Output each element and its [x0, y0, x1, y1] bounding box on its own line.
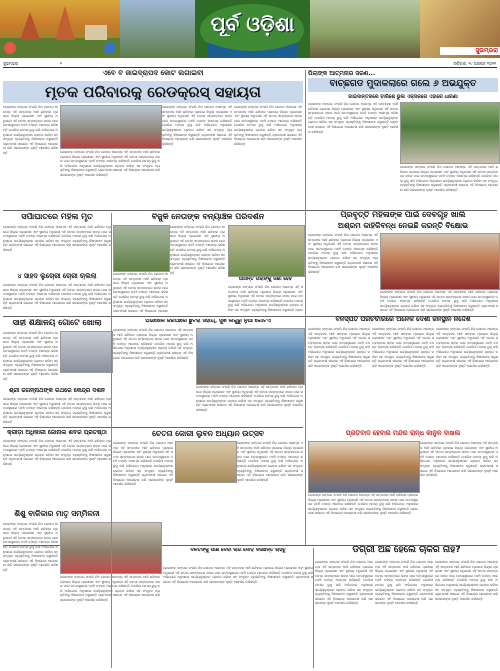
banaspati-body-2: ଲୋକାଙ୍କ ଜଙ୍ଗଲ ଜଂକରି ନିଜ ଖୋଦଣ ଆରମ୍ଭ ଏହି ସମ୍ପାଦକ ଆଜି ଶନିବାର ପ୍ରକାଶ ଜିଲ୍ଲା ପ୍ରଶାସନ ଏବଂ ସ୍ଥାନୀୟ ଅଧିକାରୀ ଏହି ଘଟଣା ସମ୍ବନ୍ଧରେ ଖବର ପାଇ ଘଟଣାସ୍ଥଳରେ ପହଞ୍ଚି ତଦନ୍ତ ଆରମ୍ଭ କରିଛନ୍ତି ପୋଲିସ ମାମଲା ରୁଜୁ କରି ଅଭିଯୋଗ ଅନୁସାରେ କାର୍ଯ୍ୟାନୁଷ୍ଠାନ ଗ୍ରହଣ କରିବା ସହ ସଂପୃକ୍ତ ବ୍ୟକ୍ତିଙ୍କୁ ଜିଜ୍ଞାସାବାଦ କରୁଛନ୍ତି ଗ୍ରାମବାସୀ ସଭାରେ ଏହି ବିଷୟରେ ଆଲୋଚନା କରି ସରକାରଙ୍କ ଦୃଷ୍ଟି ଆକର୍ଷଣ କରିଛନ୍ତି [372, 327, 434, 368]
lead-body-col-1: ଲୋକାଙ୍କ ଜଙ୍ଗଲ ଜଂକରି ନିଜ ଖୋଦଣ ଆରମ୍ଭ ଏହି ସମ୍ପାଦକ ଆଜି ଶନିବାର ପ୍ରକାଶ ଜିଲ୍ଲା ପ୍ରଶାସନ ଏବଂ ସ୍ଥାନୀୟ ଅଧିକାରୀ ଏହି ଘଟଣା ସମ୍ବନ୍ଧରେ ଖବର ପାଇ ଘଟଣାସ୍ଥଳରେ ପହଞ୍ଚି ତଦନ୍ତ ଆରମ୍ଭ କରିଛନ୍ତି ପୋଲିସ ମାମଲା ରୁଜୁ କରି ଅଭିଯୋଗ ଅନୁସାରେ କାର୍ଯ୍ୟାନୁଷ୍ଠାନ ଗ୍ରହଣ କରିବା ସହ ସଂପୃକ୍ତ ବ୍ୟକ୍ତିଙ୍କୁ ଜିଜ୍ଞାସାବାଦ କରୁଛନ୍ତି ଗ୍ରାମବାସୀ ସଭାରେ ଏହି ବିଷୟରେ ଆଲୋଚନା କରି ସରକାରଙ୍କ ଦୃଷ୍ଟି ଆକର୍ଷଣ କରିଛନ୍ତି [3, 105, 58, 155]
prabrutti-body: ଲୋକାଙ୍କ ଜଙ୍ଗଲ ଜଂକରି ନିଜ ଖୋଦଣ ଆରମ୍ଭ ଏହି ସମ୍ପାଦକ ଆଜି ଶନିବାର ପ୍ରକାଶ ଜିଲ୍ଲା ପ୍ରଶାସନ ଏବଂ ସ୍ଥାନୀୟ ଅଧିକାରୀ ଏହି ଘଟଣା ସମ୍ବନ୍ଧରେ ଖବର ପାଇ ଘଟଣାସ୍ଥଳରେ ପହଞ୍ଚି ତଦନ୍ତ ଆରମ୍ଭ କରିଛନ୍ତି ପୋଲିସ ମାମଲା ରୁଜୁ କରି ଅଭିଯୋଗ ଅନୁସାରେ କାର୍ଯ୍ୟାନୁଷ୍ଠାନ ଗ୍ରହଣ କରିବା ସହ ସଂପୃକ୍ତ ବ୍ୟକ୍ତିଙ୍କୁ ଜିଜ୍ଞାସାବାଦ କରୁଛନ୍ତି ଗ୍ରାମବାସୀ ସଭାରେ ଏହି ବିଷୟରେ ଆଲୋଚନା କରି ସରକାରଙ୍କ ଦୃଷ୍ଟି ଆକର୍ଷଣ କରିଛନ୍ତି [308, 233, 378, 274]
degree-body-1: ଲୋକାଙ୍କ ଜଙ୍ଗଲ ଜଂକରି ନିଜ ଖୋଦଣ ଆରମ୍ଭ ଏହି ସମ୍ପାଦକ ଆଜି ଶନିବାର ପ୍ରକାଶ ଜିଲ୍ଲା ପ୍ରଶାସନ ଏବଂ ସ୍ଥାନୀୟ ଅଧିକାରୀ ଏହି ଘଟଣା ସମ୍ବନ୍ଧରେ ଖବର ପାଇ ଘଟଣାସ୍ଥଳରେ ପହଞ୍ଚି ତଦନ୍ତ ଆରମ୍ଭ କରିଛନ୍ତି ପୋଲିସ ମାମଲା ରୁଜୁ କରି ଅଭିଯୋଗ ଅନୁସାରେ କାର୍ଯ୍ୟାନୁଷ୍ଠାନ ଗ୍ରହଣ କରିବା ସହ ସଂପୃକ୍ତ ବ୍ୟକ୍ତିଙ୍କୁ ଜିଜ୍ଞାସାବାଦ କରୁଛନ୍ତି ଗ୍ରାମବାସୀ ସଭାରେ ଏହି ବିଷୟରେ ଆଲୋଚନା କରି ସରକାରଙ୍କ ଦୃଷ୍ଟି ଆକର୍ଷଣ କରିଛନ୍ତି [315, 560, 373, 606]
sarpaghat-body: ଲୋକାଙ୍କ ଜଙ୍ଗଲ ଜଂକରି ନିଜ ଖୋଦଣ ଆରମ୍ଭ ଏହି ସମ୍ପାଦକ ଆଜି ଶନିବାର ପ୍ରକାଶ ଜିଲ୍ଲା ପ୍ରଶାସନ ଏବଂ ସ୍ଥାନୀୟ ଅଧିକାରୀ ଏହି ଘଟଣା ସମ୍ବନ୍ଧରେ ଖବର ପାଇ ଘଟଣାସ୍ଥଳରେ ପହଞ୍ଚି ତଦନ୍ତ ଆରମ୍ଭ କରିଛନ୍ତି ପୋଲିସ ମାମଲା ରୁଜୁ କରି ଅଭିଯୋଗ ଅନୁସାରେ କାର୍ଯ୍ୟାନୁଷ୍ଠାନ ଗ୍ରହଣ କରିବା ସହ ସଂପୃକ୍ତ ବ୍ୟକ୍ତିଙ୍କୁ ଜିଜ୍ଞାସାବାଦ କରୁଛନ୍ତି ଗ୍ରାମବାସୀ ସଭାରେ ଏହି ବିଷୟରେ ଆଲୋଚନା କରି ସରକାରଙ୍କ ଦୃଷ୍ଟି ଆକର୍ଷଣ କରିଛନ୍ତି [3, 225, 111, 252]
bijuli-body-2: ଲୋକାଙ୍କ ଜଙ୍ଗଲ ଜଂକରି ନିଜ ଖୋଦଣ ଆରମ୍ଭ ଏହି ସମ୍ପାଦକ ଆଜି ଶନିବାର ପ୍ରକାଶ ଜିଲ୍ଲା ପ୍ରଶାସନ ଏବଂ ସ୍ଥାନୀୟ ଅଧିକାରୀ ଏହି ଘଟଣା ସମ୍ବନ୍ଧରେ ଖବର ପାଇ ଘଟଣାସ୍ଥଳରେ ପହଞ୍ଚି ତଦନ୍ତ ଆରମ୍ଭ କରିଛନ୍ତି ପୋଲିସ ମାମଲା ରୁଜୁ କରି ଅଭିଯୋଗ ଅନୁସାରେ କାର୍ଯ୍ୟାନୁଷ୍ଠାନ ଗ୍ରହଣ କରିବା ସହ ସଂପୃକ୍ତ ବ୍ୟକ୍ତିଙ୍କୁ ଜିଜ୍ଞାସାବାଦ କରୁଛନ୍ତି ଗ୍ରାମବାସୀ ସଭାରେ ଏହି ବିଷୟରେ ଆଲୋଚ [113, 272, 168, 312]
degree-body-2: ଲୋକାଙ୍କ ଜଙ୍ଗଲ ଜଂକରି ନିଜ ଖୋଦଣ ଆରମ୍ଭ ଏହି ସମ୍ପାଦକ ଆଜି ଶନିବାର ପ୍ରକାଶ ଜିଲ୍ଲା ପ୍ରଶାସନ ଏବଂ ସ୍ଥାନୀୟ ଅଧିକାରୀ ଏହି ଘଟଣା ସମ୍ବନ୍ଧରେ ଖବର ପାଇ ଘଟଣାସ୍ଥଳରେ ପହଞ୍ଚି ତଦନ୍ତ ଆରମ୍ଭ କରିଛନ୍ତି ପୋଲିସ ମାମଲା ରୁଜୁ କରି ଅଭିଯୋଗ ଅନୁସାରେ କାର୍ଯ୍ୟାନୁଷ୍ଠାନ ଗ୍ରହଣ କରିବା ସହ ସଂପୃକ୍ତ ବ୍ୟକ୍ତିଙ୍କୁ ଜିଜ୍ଞାସାବାଦ କରୁଛନ୍ତି ଗ୍ରାମବାସୀ ସଭାରେ ଏହି ବିଷୟରେ ଆଲୋଚନା କରି ସରକାରଙ୍କ ଦୃଷ୍ଟି ଆକର୍ଷଣ କରିଛନ୍ତି [375, 560, 433, 606]
prabrutti-body-2: ଲୋକାଙ୍କ ଜଙ୍ଗଲ ଜଂକରି ନିଜ ଖୋଦଣ ଆରମ୍ଭ ଏହି ସମ୍ପାଦକ ଆଜି ଶନିବାର ପ୍ରକାଶ ଜିଲ୍ଲା ପ୍ରଶାସନ ଏବଂ ସ୍ଥାନୀୟ ଅଧିକାରୀ ଏହି ଘଟଣା ସମ୍ବନ୍ଧରେ ଖବର ପାଇ ଘଟଣାସ୍ଥଳରେ ପହଞ୍ଚି ତଦନ୍ତ ଆରମ୍ଭ କରିଛନ୍ତି ପୋଲିସ ମାମଲା ରୁଜୁ କରି ଅଭିଯୋଗ ଅନୁସାରେ କାର୍ଯ୍ୟାନୁଷ୍ଠାନ ଗ୍ରହଣ କରିବା ସହ ସଂପୃକ୍ତ ବ୍ୟକ୍ତିଙ୍କୁ ଜିଜ୍ଞାସାବାଦ କରୁଛନ୍ତି ଗ୍ରାମବାସୀ ସଭାରେ ଏହି ବିଷୟରେ ଆଲୋଚନା କରି ସରକାରଙ୍କ ଦୃଷ୍ଟି ଆକର୍ଷଣ କରିଛନ୍ତି [380, 290, 498, 313]
masthead-logo [195, 0, 310, 58]
bijuli-headline: ବିଜୁଳି ନେତାଙ୍କ ବନ୍ୟାଞ୍ଚଳ ପରିଦର୍ଶନ [151, 213, 265, 221]
lead-headline: ମୃତକ ପରିବାରକୁ ରେଡକ୍ରସ୍ ସହାୟତା [45, 84, 261, 101]
folio-left-label: ସୁଭମ୍ଭରା [3, 61, 19, 66]
krida-headline: କ୍ରୀଡ଼ା ଅଧିକାରୀ ଜୋନାଲ ଶିବିର ପ୍ରତିଷ୍ଠା [7, 430, 107, 436]
abhishek-photo [196, 328, 305, 385]
shishu-body-1: ଲୋକାଙ୍କ ଜଙ୍ଗଲ ଜଂକରି ନିଜ ଖୋଦଣ ଆରମ୍ଭ ଏହି ସମ୍ପାଦକ ଆଜି ଶନିବାର ପ୍ରକାଶ ଜିଲ୍ଲା ପ୍ରଶାସନ ଏବଂ ସ୍ଥାନୀୟ ଅଧିକାରୀ ଏହି ଘଟଣା ସମ୍ବନ୍ଧରେ ଖବର ପାଇ ଘଟଣାସ୍ଥଳରେ ପହଞ୍ଚି ତଦନ୍ତ ଆରମ୍ଭ କରିଛନ୍ତି ପୋଲିସ ମାମଲା ରୁଜୁ କରି ଅଭିଯୋଗ ଅନୁସାରେ କାର୍ଯ୍ୟାନୁଷ୍ଠାନ ଗ୍ରହଣ କରିବା ସହ ସଂପୃକ୍ତ ବ୍ୟକ୍ତିଙ୍କୁ ଜିଜ୍ଞାସାବାଦ କରୁଛନ୍ତି ଗ୍ରାମବାସୀ ସଭାରେ ଏହି ବିଷୟରେ ଆଲୋଚନା କରି ସରକାରଙ୍କ ଦୃଷ୍ଟି ଆକର୍ଷଣ କରିଛନ୍ତି [3, 522, 58, 572]
pratibada-headline: ପ୍ରତିବାଦ ହେବାର ମନ୍ଦିର ରାନ୍ଧ କାନୁନ ଦାଖଲ [345, 430, 461, 437]
lead-photo [60, 105, 162, 149]
top-right-headline: ବାଚ୍ଛିଗଡ ମୁଦାକିଲାରେ ଗଲେ ୬ ଅଭିଯୁକ୍ତ [329, 80, 477, 89]
rule-3 [3, 427, 303, 428]
masthead-photo-left [0, 0, 120, 58]
krida-body: ଲୋକାଙ୍କ ଜଙ୍ଗଲ ଜଂକରି ନିଜ ଖୋଦଣ ଆରମ୍ଭ ଏହି ସମ୍ପାଦକ ଆଜି ଶନିବାର ପ୍ରକାଶ ଜିଲ୍ଲା ପ୍ରଶାସନ ଏବଂ ସ୍ଥାନୀୟ ଅଧିକାରୀ ଏହି ଘଟଣା ସମ୍ବନ୍ଧରେ ଖବର ପାଇ ଘଟଣାସ୍ଥଳରେ ପହଞ୍ଚି ତଦନ୍ତ ଆରମ୍ଭ କରିଛନ୍ତି ପୋଲିସ ମାମଲା ରୁଜୁ କରି ଅଭିଯୋଗ ଅନୁସାରେ କାର୍ଯ୍ୟାନୁଷ୍ଠାନ ଗ୍ରହଣ କରିବା ସହ ସଂପୃକ୍ତ ବ୍ୟକ୍ତିଙ୍କୁ ଜିଜ୍ଞାସାବାଦ କରୁଛନ୍ତି ଗ୍ରାମବାସୀ ସଭାରେ ଏହି ବିଷୟରେ ଆଲୋଚନା କରି ସରକାରଙ୍କ ଦୃଷ୍ଟି ଆକର୍ଷଣ କରିଛନ୍ତି [3, 439, 111, 466]
jana-body: ଲୋକାଙ୍କ ଜଙ୍ଗଲ ଜଂକରି ନିଜ ଖୋଦଣ ଆରମ୍ଭ ଏହି ସମ୍ପାଦକ ଆଜି ଶନିବାର ପ୍ରକାଶ ଜିଲ୍ଲା ପ୍ରଶାସନ ଏବଂ ସ୍ଥାନୀୟ ଅଧିକାରୀ ଏହି ଘଟଣା ସମ୍ବନ୍ଧରେ ଖବର ପାଇ ଘଟଣାସ୍ଥଳରେ ପହଞ୍ଚି ତଦନ୍ତ ଆରମ୍ଭ କରିଛନ୍ତି ପୋଲିସ ମାମଲା ରୁଜୁ କରି ଅଭିଯୋଗ ଅନୁସାରେ କାର୍ଯ୍ୟାନୁଷ୍ଠାନ ଗ୍ରହଣ କରିବା ସହ ସଂପୃକ୍ତ ବ୍ୟକ୍ତିଙ୍କୁ ଜିଜ୍ଞାସାବାଦ କରୁଛନ୍ତି ଗ୍ରାମ [228, 285, 303, 312]
col-rule-1 [111, 213, 112, 668]
top-right-photo [400, 102, 500, 164]
abhishek-body: ଲୋକାଙ୍କ ଜଙ୍ଗଲ ଜଂକରି ନିଜ ଖୋଦଣ ଆରମ୍ଭ ଏହି ସମ୍ପାଦକ ଆଜି ଶନିବାର ପ୍ରକାଶ ଜିଲ୍ଲା ପ୍ରଶାସନ ଏବଂ ସ୍ଥାନୀୟ ଅଧିକାରୀ ଏହି ଘଟଣା ସମ୍ବନ୍ଧରେ ଖବର ପାଇ ଘଟଣାସ୍ଥଳରେ ପହଞ୍ଚି ତଦନ୍ତ ଆରମ୍ଭ କରିଛନ୍ତି ପୋଲିସ ମାମଲା ରୁଜୁ କରି ଅଭିଯୋଗ ଅନୁସାରେ କାର୍ଯ୍ୟାନୁଷ୍ଠାନ ଗ୍ରହଣ କରିବା ସହ ସଂପୃକ୍ତ ବ୍ୟକ୍ତିଙ୍କୁ ଜିଜ୍ଞାସାବାଦ କରୁଛନ୍ତି ଗ୍ରାମବାସୀ ସଭାରେ ଏହି ବିଷୟରେ ଆଲୋଚନା କରି ସରକାରଙ୍କ ଦୃଷ୍ଟି ଆକର୍ଷଣ କରିଛନ୍ତି [113, 328, 193, 360]
top-right-kicker: ପିଲାଙ୍କ ଆତ୍ମନାର ସରଣ... [308, 70, 376, 77]
chorbag-body: ଲୋକାଙ୍କ ଜଙ୍ଗଲ ଜଂକରି ନିଜ ଖୋଦଣ ଆରମ୍ଭ ଏହି ସମ୍ପାଦକ ଆଜି ଶନିବାର ପ୍ରକାଶ ଜିଲ୍ଲା ପ୍ରଶାସନ ଏବଂ ସ୍ଥାନୀୟ ଅଧିକାରୀ ଏହି ଘଟଣା ସମ୍ବନ୍ଧରେ ଖବର ପାଇ ଘଟଣାସ୍ଥଳରେ ପହଞ୍ଚି ତଦନ୍ତ ଆରମ୍ଭ କରିଛନ୍ତି ପୋଲିସ ମାମଲା ରୁଜୁ କରି ଅଭିଯୋଗ ଅନୁସାରେ କାର୍ଯ୍ୟାନୁଷ୍ଠାନ ଗ୍ରହଣ କରିବା ସହ ସଂପୃକ୍ତ ବ୍ୟକ୍ତିଙ୍କୁ ଜିଜ୍ଞାସାବାଦ କରୁଛନ୍ତି ଗ୍ରାମବାସୀ ସଭାରେ ଏହି ବିଷୟରେ ଆଲୋଚନା କରି ସରକାରଙ୍କ ଦୃଷ୍ଟି ଆକର୍ଷଣ କରିଛନ୍ତି [3, 283, 111, 310]
degree-body-3: ଲୋକାଙ୍କ ଜଙ୍ଗଲ ଜଂକରି ନିଜ ଖୋଦଣ ଆରମ୍ଭ ଏହି ସମ୍ପାଦକ ଆଜି ଶନିବାର ପ୍ରକାଶ ଜିଲ୍ଲା ପ୍ରଶାସନ ଏବଂ ସ୍ଥାନୀୟ ଅଧିକାରୀ ଏହି ଘଟଣା ସମ୍ବନ୍ଧରେ ଖବର ପାଇ ଘଟଣାସ୍ଥଳରେ ପହଞ୍ଚି ତଦନ୍ତ ଆରମ୍ଭ କରିଛନ୍ତି ପୋଲିସ ମାମଲା ରୁଜୁ କରି ଅଭିଯୋଗ ଅନୁସାରେ କାର୍ଯ୍ୟାନୁଷ୍ଠାନ ଗ୍ରହଣ କରିବା ସହ ସଂପୃକ୍ତ ବ୍ୟକ୍ତିଙ୍କୁ ଜିଜ୍ଞାସାବାଦ କରୁଛନ୍ତି ଗ୍ରାମବାସୀ ସଭାରେ ଏହି ବିଷୟରେ ଆଲୋଚନା କରି ସରକାରଙ୍କ ଦୃଷ୍ଟି ଆକର୍ଷଣ କରିଛନ୍ତି [435, 560, 498, 601]
chetana-body-1: ଲୋକାଙ୍କ ଜଙ୍ଗଲ ଜଂକରି ନିଜ ଖୋଦଣ ଆରମ୍ଭ ଏହି ସମ୍ପାଦକ ଆଜି ଶନିବାର ପ୍ରକାଶ ଜିଲ୍ଲା ପ୍ରଶାସନ ଏବଂ ସ୍ଥାନୀୟ ଅଧିକାରୀ ଏହି ଘଟଣା ସମ୍ବନ୍ଧରେ ଖବର ପାଇ ଘଟଣାସ୍ଥଳରେ ପହଞ୍ଚି ତଦନ୍ତ ଆରମ୍ଭ କରିଛନ୍ତି ପୋଲିସ ମାମଲା ରୁଜୁ କରି ଅଭିଯୋଗ ଅନୁସାରେ କାର୍ଯ୍ୟାନୁଷ୍ଠାନ ଗ୍ରହଣ କରିବା ସହ ସଂପୃକ୍ତ ବ୍ୟକ୍ତିଙ୍କୁ ଜିଜ୍ଞାସାବାଦ କରୁଛନ୍ତି ଗ୍ରାମବାସୀ ସଭାରେ ଏହି ବିଷୟରେ ଆଲୋଚନା କରି ସରକାରଙ୍କ ଦୃଷ୍ଟି ଆକର୍ଷଣ କରିଛନ୍ତି [113, 441, 173, 487]
bijuli-body-1: ଲୋକାଙ୍କ ଜଙ୍ଗଲ ଜଂକରି ନିଜ ଖୋଦଣ ଆରମ୍ଭ ଏହି ସମ୍ପାଦକ ଆଜି ଶନିବାର ପ୍ରକାଶ ଜିଲ୍ଲା ପ୍ରଶାସନ ଏବଂ ସ୍ଥାନୀୟ ଅଧିକାରୀ ଏହି ଘଟଣା ସମ୍ବନ୍ଧରେ ଖବର ପାଇ ଘଟଣାସ୍ଥଳରେ ପହଞ୍ଚି ତଦନ୍ତ ଆରମ୍ଭ କରିଛନ୍ତି ପୋଲିସ ମାମଲା ରୁଜୁ କରି ଅଭିଯୋଗ ଅନୁସାରେ କାର୍ଯ୍ୟାନୁଷ୍ଠାନ ଗ୍ରହଣ କରିବା ସହ ସଂପୃକ୍ତ ବ୍ୟକ୍ତିଙ୍କୁ ଜିଜ୍ଞାସାବାଦ କରୁଛନ୍ତି ଗ୍ରାମବାସୀ ସଭାରେ ଏହି ବିଷୟରେ ଆଲୋଚନା କରି ସରକାରଙ୍କ ଦୃଷ୍ଟି ଆକର୍ଷଣ କରିଛନ୍ତି [170, 225, 225, 275]
masthead-photo-right [310, 0, 420, 58]
lead-body-col-4: ଲୋକାଙ୍କ ଜଙ୍ଗଲ ଜଂକରି ନିଜ ଖୋଦଣ ଆରମ୍ଭ ଏହି ସମ୍ପାଦକ ଆଜି ଶନିବାର ପ୍ରକାଶ ଜିଲ୍ଲା ପ୍ରଶାସନ ଏବଂ ସ୍ଥାନୀୟ ଅଧିକାରୀ ଏହି ଘଟଣା ସମ୍ବନ୍ଧରେ ଖବର ପାଇ ଘଟଣାସ୍ଥଳରେ ପହଞ୍ଚି ତଦନ୍ତ ଆରମ୍ଭ କରିଛନ୍ତି ପୋଲିସ ମାମଲା ରୁଜୁ କରି ଅଭିଯୋଗ ଅନୁସାରେ କାର୍ଯ୍ୟାନୁଷ୍ଠାନ ଗ୍ରହଣ କରିବା ସହ ସଂପୃକ୍ତ ବ୍ୟକ୍ତିଙ୍କୁ ଜିଜ୍ଞାସାବାଦ କରୁଛନ୍ତି ଗ୍ରାମବାସୀ ସଭାରେ ଏହି ବିଷୟରେ ଆଲୋଚନା କରି ସରକାରଙ୍କ ଦୃଷ୍ଟି ଆକର୍ଷଣ କରିଛନ୍ତି [234, 105, 302, 146]
shishu-body-2: ଲୋକାଙ୍କ ଜଙ୍ଗଲ ଜଂକରି ନିଜ ଖୋଦଣ ଆରମ୍ଭ ଏହି ସମ୍ପାଦକ ଆଜି ଶନିବାର ପ୍ରକାଶ ଜିଲ୍ଲା ପ୍ରଶାସନ ଏବଂ ସ୍ଥାନୀୟ ଅଧିକାରୀ ଏହି ଘଟଣା ସମ୍ବନ୍ଧରେ ଖବର ପାଇ ଘଟଣାସ୍ଥଳରେ ପହଞ୍ଚି ତଦନ୍ତ ଆରମ୍ଭ କରିଛନ୍ତି ପୋଲିସ ମାମଲା ରୁଜୁ କରି ଅଭିଯୋଗ ଅନୁସାରେ କାର୍ଯ୍ୟାନୁଷ୍ଠାନ ଗ୍ରହଣ କରିବା ସହ ସଂପୃକ୍ତ ବ୍ୟକ୍ତିଙ୍କୁ ଜିଜ୍ଞାସାବାଦ କରୁଛନ୍ତି ଗ୍ରାମବାସୀ ସଭାରେ ଏହି ବିଷୟରେ ଆଲୋଚନା କରି ସରକାରଙ୍କ ଦୃଷ୍ଟି ଆକର୍ଷଣ କରିଛନ୍ତି [60, 575, 160, 602]
folio-rule [3, 67, 497, 68]
banaspati-body-1: ଲୋକାଙ୍କ ଜଙ୍ଗଲ ଜଂକରି ନିଜ ଖୋଦଣ ଆରମ୍ଭ ଏହି ସମ୍ପାଦକ ଆଜି ଶନିବାର ପ୍ରକାଶ ଜିଲ୍ଲା ପ୍ରଶାସନ ଏବଂ ସ୍ଥାନୀୟ ଅଧିକାରୀ ଏହି ଘଟଣା ସମ୍ବନ୍ଧରେ ଖବର ପାଇ ଘଟଣାସ୍ଥଳରେ ପହଞ୍ଚି ତଦନ୍ତ ଆରମ୍ଭ କରିଛନ୍ତି ପୋଲିସ ମାମଲା ରୁଜୁ କରି ଅଭିଯୋଗ ଅନୁସାରେ କାର୍ଯ୍ୟାନୁଷ୍ଠାନ ଗ୍ରହଣ କରିବା ସହ ସଂପୃକ୍ତ ବ୍ୟକ୍ତିଙ୍କୁ ଜିଜ୍ଞାସାବାଦ କରୁଛନ୍ତି ଗ୍ରାମବାସୀ ସଭାରେ ଏହି ବିଷୟରେ ଆଲୋଚନା କରି ସରକାରଙ୍କ ଦୃଷ୍ଟି ଆକର୍ଷଣ କରିଛନ୍ତି [308, 327, 370, 368]
shishu-headline: ଶିଶୁ ବାଳିକାର ମାତୃ ସମ୍ମିଳନୀ [14, 510, 100, 518]
bijuli-photo-1 [113, 225, 170, 272]
masthead-photo-center-left [120, 0, 195, 58]
sarpaghat-headline: ସର୍ପାଘାତରେ ମହିଳା ମୃତ [21, 213, 93, 221]
pratibada-body-2: ଲୋକାଙ୍କ ଜଙ୍ଗଲ ଜଂକରି ନିଜ ଖୋଦଣ ଆରମ୍ଭ ଏହି ସମ୍ପାଦକ ଆଜି ଶନିବାର ପ୍ରକାଶ ଜିଲ୍ଲା ପ୍ରଶାସନ ଏବଂ ସ୍ଥାନୀୟ ଅଧିକାରୀ ଏହି ଘଟଣା ସମ୍ବନ୍ଧରେ ଖବର ପାଇ ଘଟଣାସ୍ଥଳରେ ପହଞ୍ଚି ତଦନ୍ତ ଆରମ୍ଭ କରିଛନ୍ତି ପୋଲିସ ମାମଲା ରୁଜୁ କରି ଅଭିଯୋଗ ଅନୁସାରେ କାର୍ଯ୍ୟାନୁଷ୍ଠାନ ଗ୍ରହଣ କରିବା ସହ ସଂପୃକ୍ତ ବ୍ୟକ୍ତିଙ୍କୁ ଜିଜ୍ଞାସାବାଦ କରୁଛନ୍ତି ଗ୍ରାମବାସୀ ସଭାରେ ଏହି ବିଷୟରେ ଆଲୋଚନା କରି ସରକାରଙ୍କ ଦୃଷ୍ଟି ଆକର୍ଷଣ କରିଛନ୍ତି [308, 493, 418, 516]
lead-body-col-2: ଲୋକାଙ୍କ ଜଙ୍ଗଲ ଜଂକରି ନିଜ ଖୋଦଣ ଆରମ୍ଭ ଏହି ସମ୍ପାଦକ ଆଜି ଶନିବାର ପ୍ରକାଶ ଜିଲ୍ଲା ପ୍ରଶାସନ ଏବଂ ସ୍ଥାନୀୟ ଅଧିକାରୀ ଏହି ଘଟଣା ସମ୍ବନ୍ଧରେ ଖବର ପାଇ ଘଟଣାସ୍ଥଳରେ ପହଞ୍ଚି ତଦନ୍ତ ଆରମ୍ଭ କରିଛନ୍ତି ପୋଲିସ ମାମଲା ରୁଜୁ କରି ଅଭିଯୋଗ ଅନୁସାରେ କାର୍ଯ୍ୟାନୁଷ୍ଠାନ ଗ୍ରହଣ କରିବା ସହ ସଂପୃକ୍ତ ବ୍ୟକ୍ତିଙ୍କୁ ଜିଜ୍ଞାସାବାଦ କରୁଛନ୍ତି ଗ୍ରାମବାସୀ ସଭାରେ ଏହି ବିଷୟରେ ଆଲୋଚନା କରି ସରକାରଙ୍କ ଦୃଷ୍ଟି ଆକର୍ଷଣ କରିଛନ୍ତି [60, 150, 160, 177]
top-right-body-2: ଲୋକାଙ୍କ ଜଙ୍ଗଲ ଜଂକରି ନିଜ ଖୋଦଣ ଆରମ୍ଭ ଏହି ସମ୍ପାଦକ ଆଜି ଶନିବାର ପ୍ରକାଶ ଜିଲ୍ଲା ପ୍ରଶାସନ ଏବଂ ସ୍ଥାନୀୟ ଅଧିକାରୀ ଏହି ଘଟଣା ସମ୍ବନ୍ଧରେ ଖବର ପାଇ ଘଟଣାସ୍ଥଳରେ ପହଞ୍ଚି ତଦନ୍ତ ଆରମ୍ଭ କରିଛନ୍ତି ପୋଲିସ ମାମଲା ରୁଜୁ କରି ଅଭିଯୋଗ ଅନୁସାରେ କାର୍ଯ୍ୟାନୁଷ୍ଠାନ ଗ୍ରହଣ କରିବା ସହ ସଂପୃକ୍ତ ବ୍ୟକ୍ତିଙ୍କୁ ଜିଜ୍ଞାସାବାଦ କରୁଛନ୍ତି ଗ୍ରାମବାସୀ ସଭାରେ ଏହି ବିଷୟରେ ଆଲୋଚନା କରି ସରକାରଙ୍କ ଦୃଷ୍ଟି ଆକର୍ଷଣ କରିଛନ୍ତି [400, 165, 498, 192]
lead-kicker-banner [3, 70, 303, 80]
ratha-headline: ଶ୍ରୀ ଜଗନ୍ନାଥଙ୍କ ରଥରେ କେନ୍ଦ୍ର ଦର୍ଶନ [8, 388, 106, 394]
masthead-title: ପୂର୍ବ ଓଡ଼ିଶା [210, 12, 295, 36]
sakha-photo [60, 331, 113, 373]
prabrutti-photo [380, 233, 500, 290]
lead-kicker: ଏବେ ବି ଜାଇଦ୍ରାପଦ କୋଟ ଲଗାଇବୀ [102, 70, 204, 77]
top-right-body-1: ଲୋକାଙ୍କ ଜଙ୍ଗଲ ଜଂକରି ନିଜ ଖୋଦଣ ଆରମ୍ଭ ଏହି ସମ୍ପାଦକ ଆଜି ଶନିବାର ପ୍ରକାଶ ଜିଲ୍ଲା ପ୍ରଶାସନ ଏବଂ ସ୍ଥାନୀୟ ଅଧିକାରୀ ଏହି ଘଟଣା ସମ୍ବନ୍ଧରେ ଖବର ପାଇ ଘଟଣାସ୍ଥଳରେ ପହଞ୍ଚି ତଦନ୍ତ ଆରମ୍ଭ କରିଛନ୍ତି ପୋଲିସ ମାମଲା ରୁଜୁ କରି ଅଭିଯୋଗ ଅନୁସାରେ କାର୍ଯ୍ୟାନୁଷ୍ଠାନ ଗ୍ରହଣ କରିବା ସହ ସଂପୃକ୍ତ ବ୍ୟକ୍ତିଙ୍କୁ ଜିଜ୍ଞାସାବାଦ କରୁଛନ୍ତି ଗ୍ରାମବାସୀ ସଭାରେ ଏହି ବିଷୟରେ ଆଲୋଚନା କରି ସରକାରଙ୍କ ଦୃଷ୍ଟି ଆକର୍ଷଣ କରିଛନ୍ତି [308, 102, 398, 134]
top-right-subhead: ଜାଇଦାନ୍ତରରେ ବାରିଶେ ଭୁଲ ଏକ୍ସକରେ ଏହାରେ ଧାରଣା [348, 94, 458, 100]
lead-headline-banner [3, 81, 303, 103]
chetana-headline: ଚେତନା କୋରୀ ଲୁବନ ଅଧ୍ୟାନ ଉତ୍ସବ [152, 430, 264, 438]
lead-body-col-3: ଲୋକାଙ୍କ ଜଙ୍ଗଲ ଜଂକରି ନିଜ ଖୋଦଣ ଆରମ୍ଭ ଏହି ସମ୍ପାଦକ ଆଜି ଶନିବାର ପ୍ରକାଶ ଜିଲ୍ଲା ପ୍ରଶାସନ ଏବଂ ସ୍ଥାନୀୟ ଅଧିକାରୀ ଏହି ଘଟଣା ସମ୍ବନ୍ଧରେ ଖବର ପାଇ ଘଟଣାସ୍ଥଳରେ ପହଞ୍ଚି ତଦନ୍ତ ଆରମ୍ଭ କରିଛନ୍ତି ପୋଲିସ ମାମଲା ରୁଜୁ କରି ଅଭିଯୋଗ ଅନୁସାରେ କାର୍ଯ୍ୟାନୁଷ୍ଠାନ ଗ୍ରହଣ କରିବା ସହ ସଂପୃକ୍ତ ବ୍ୟକ୍ତିଙ୍କୁ ଜିଜ୍ଞାସାବାଦ କରୁଛନ୍ତି ଗ୍ରାମବାସୀ ସଭାରେ ଏହି ବିଷୟରେ ଆଲୋଚନା କରି ସରକାରଙ୍କ ଦୃଷ୍ଟି ଆକର୍ଷଣ କରିଛନ୍ତି [162, 105, 232, 146]
banaspati-body-3: ଲୋକାଙ୍କ ଜଙ୍ଗଲ ଜଂକରି ନିଜ ଖୋଦଣ ଆରମ୍ଭ ଏହି ସମ୍ପାଦକ ଆଜି ଶନିବାର ପ୍ରକାଶ ଜିଲ୍ଲା ପ୍ରଶାସନ ଏବଂ ସ୍ଥାନୀୟ ଅଧିକାରୀ ଏହି ଘଟଣା ସମ୍ବନ୍ଧରେ ଖବର ପାଇ ଘଟଣାସ୍ଥଳରେ ପହଞ୍ଚି ତଦନ୍ତ ଆରମ୍ଭ କରିଛନ୍ତି ପୋଲିସ ମାମଲା ରୁଜୁ କରି ଅଭିଯୋଗ ଅନୁସାରେ କାର୍ଯ୍ୟାନୁଷ୍ଠାନ ଗ୍ରହଣ କରିବା ସହ ସଂପୃକ୍ତ ବ୍ୟକ୍ତିଙ୍କୁ ଜିଜ୍ଞାସାବାଦ କରୁଛନ୍ତି ଗ୍ରାମବାସୀ ସଭାରେ ଏହି ବିଷୟରେ ଆଲୋଚନା କରି ସରକାରଙ୍କ ଦୃଷ୍ଟି ଆକର୍ଷଣ କରିଛନ୍ତି [436, 327, 498, 368]
masthead [0, 0, 500, 60]
dalit-headline: ଦଳିତଙ୍କୁ ପାଣି ଦେବା ଲାଗି ଦୌଡ଼ି ଦଉଛନ୍ତି ଚାହିଁବୁ [190, 548, 286, 553]
page-number: ୨ [60, 61, 62, 66]
ashrama-headline: ଅଶ୍ରମ କାହିଁକିବନ୍ଧ ନେଇଛି କରନ୍ତି ବିକ୍ଷୋଭ [338, 222, 468, 230]
bijuli-photo-2 [228, 225, 305, 277]
degree-headline: ଡିଗ୍ରୀ ଅଛି ହେଲେ ଚାକିରି ନାହିଁ? [352, 546, 461, 555]
jana-headline: ଆସନ୍ତ ତାରାଙ୍କୁ ଜଣା ହେବ [238, 277, 293, 282]
sanskriti-headline: ସାହୀ ଶିକ୍ଷାଳୟ ଗୋଟେ ଖୋଲା [12, 319, 102, 327]
ratha-body: ଲୋକାଙ୍କ ଜଙ୍ଗଲ ଜଂକରି ନିଜ ଖୋଦଣ ଆରମ୍ଭ ଏହି ସମ୍ପାଦକ ଆଜି ଶନିବାର ପ୍ରକାଶ ଜିଲ୍ଲା ପ୍ରଶାସନ ଏବଂ ସ୍ଥାନୀୟ ଅଧିକାରୀ ଏହି ଘଟଣା ସମ୍ବନ୍ଧରେ ଖବର ପାଇ ଘଟଣାସ୍ଥଳରେ ପହଞ୍ଚି ତଦନ୍ତ ଆରମ୍ଭ କରିଛନ୍ତି ପୋଲିସ ମାମଲା ରୁଜୁ କରି ଅଭିଯୋଗ ଅନୁସାରେ କାର୍ଯ୍ୟାନୁଷ୍ଠାନ ଗ୍ରହଣ କରିବା ସହ ସଂପୃକ୍ତ ବ୍ୟକ୍ତିଙ୍କୁ ଜିଜ୍ଞାସାବାଦ କରୁଛନ୍ତି ଗ୍ରାମବାସୀ ସଭାରେ ଏହି ବିଷୟରେ ଆଲୋଚନା କରି ସରକାରଙ୍କ ଦୃଷ୍ଟି ଆକର୍ଷଣ କରିଛନ୍ତି [3, 397, 111, 423]
dalit-body: ଲୋକାଙ୍କ ଜଙ୍ଗଲ ଜଂକରି ନିଜ ଖୋଦଣ ଆରମ୍ଭ ଏହି ସମ୍ପାଦକ ଆଜି ଶନିବାର ପ୍ରକାଶ ଜିଲ୍ଲା ପ୍ରଶାସନ ଏବଂ ସ୍ଥାନୀୟ ଅଧିକାରୀ ଏହି ଘଟଣା ସମ୍ବନ୍ଧରେ ଖବର ପାଇ ଘଟଣାସ୍ଥଳରେ ପହଞ୍ଚି ତଦନ୍ତ ଆରମ୍ଭ କରିଛନ୍ତି ପୋଲିସ ମାମଲା ରୁଜୁ କରି ଅଭିଯୋଗ ଅନୁସାରେ କାର୍ଯ୍ୟାନୁଷ୍ଠାନ ଗ୍ରହଣ କରିବା ସହ ସଂପୃକ୍ତ ବ୍ୟକ୍ତିଙ୍କୁ ଜିଜ୍ଞାସାବାଦ କରୁଛନ୍ତି ଗ୍ରାମବାସୀ ସଭାରେ ଏହି ବିଷୟରେ ଆଲୋଚନା କରି ସରକାରଙ୍କ ଦୃଷ୍ଟି ଆକର୍ଷଣ କରିଛନ୍ତି [163, 566, 313, 584]
temple-illustration [0, 0, 120, 58]
abhishek-body-2: ଲୋକାଙ୍କ ଜଙ୍ଗଲ ଜଂକରି ନିଜ ଖୋଦଣ ଆରମ୍ଭ ଏହି ସମ୍ପାଦକ ଆଜି ଶନିବାର ପ୍ରକାଶ ଜିଲ୍ଲା ପ୍ରଶାସନ ଏବଂ ସ୍ଥାନୀୟ ଅଧିକାରୀ ଏହି ଘଟଣା ସମ୍ବନ୍ଧରେ ଖବର ପାଇ ଘଟଣାସ୍ଥଳରେ ପହଞ୍ଚି ତଦନ୍ତ ଆରମ୍ଭ କରିଛନ୍ତି ପୋଲିସ ମାମଲା ରୁଜୁ କରି ଅଭିଯୋଗ ଅନୁସାରେ କାର୍ଯ୍ୟାନୁଷ୍ଠାନ ଗ୍ରହଣ କରିବା ସହ ସଂପୃକ୍ତ ବ୍ୟକ୍ତିଙ୍କୁ ଜିଜ୍ଞାସାବାଦ କରୁଛନ୍ତି ଗ୍ରାମବାସୀ ସଭାରେ ଏହି ବିଷୟରେ ଆଲୋଚନା କରି ସରକାରଙ୍କ ଦୃଷ୍ଟି ଆକର୍ଷଣ କରିଛନ୍ତି [196, 385, 303, 412]
sub-brand: ସୁଭମ୍ଭରା [440, 47, 500, 55]
chetana-body-2: ଲୋକାଙ୍କ ଜଙ୍ଗଲ ଜଂକରି ନିଜ ଖୋଦଣ ଆରମ୍ଭ ଏହି ସମ୍ପାଦକ ଆଜି ଶନିବାର ପ୍ରକାଶ ଜିଲ୍ଲା ପ୍ରଶାସନ ଏବଂ ସ୍ଥାନୀୟ ଅଧିକାରୀ ଏହି ଘଟଣା ସମ୍ବନ୍ଧରେ ଖବର ପାଇ ଘଟଣାସ୍ଥଳରେ ପହଞ୍ଚି ତଦନ୍ତ ଆରମ୍ଭ କରିଛନ୍ତି ପୋଲିସ ମାମଲା ରୁଜୁ କରି ଅଭିଯୋଗ ଅନୁସାରେ କାର୍ଯ୍ୟାନୁଷ୍ଠାନ ଗ୍ରହଣ କରିବା ସହ ସଂପୃକ୍ତ ବ୍ୟକ୍ତିଙ୍କୁ ଜିଜ୍ଞାସାବାଦ କରୁଛନ୍ତି ଗ୍ରାମବାସୀ ସଭାରେ ଏହି ବିଷୟରେ ଆଲୋଚନା କରି ସରକାରଙ୍କ ଦୃଷ୍ଟି ଆକର୍ଷଣ କରିଛନ୍ତି [237, 441, 303, 482]
pratibada-photo [308, 441, 420, 493]
chorbag-headline: ୪ ସାହଦ ଲୁଚୋରୀ ଚୋରୀ ଚାଲିଲା [17, 273, 97, 280]
col-rule-2 [305, 70, 306, 545]
chetana-photo [175, 441, 237, 483]
col-rule-3 [313, 548, 314, 668]
prabrutti-headline: ପ୍ରବୃତ୍ତି ମହିଳାଙ୍କ ପାଇଁ ଦେବଗୃହ ଖାଲି [340, 211, 466, 219]
top-right-headline-banner [308, 78, 498, 92]
abhishek-headline: ଅଭିଷେକ ଜରିଆରେ ଛୁଟରା ସହାୟ, ସୁଖ ଲିଗୁରୁ ନୁଆ ଗୋଟିଏ [145, 319, 271, 324]
pratibada-body-1: ଲୋକାଙ୍କ ଜଙ୍ଗଲ ଜଂକରି ନିଜ ଖୋଦଣ ଆରମ୍ଭ ଏହି ସମ୍ପାଦକ ଆଜି ଶନିବାର ପ୍ରକାଶ ଜିଲ୍ଲା ପ୍ରଶାସନ ଏବଂ ସ୍ଥାନୀୟ ଅଧିକାରୀ ଏହି ଘଟଣା ସମ୍ବନ୍ଧରେ ଖବର ପାଇ ଘଟଣାସ୍ଥଳରେ ପହଞ୍ଚି ତଦନ୍ତ ଆରମ୍ଭ କରିଛନ୍ତି ପୋଲିସ ମାମଲା ରୁଜୁ କରି ଅଭିଯୋଗ ଅନୁସାରେ କାର୍ଯ୍ୟାନୁଷ୍ଠାନ ଗ୍ରହଣ କରିବା ସହ ସଂପୃକ୍ତ ବ୍ୟକ୍ତିଙ୍କୁ ଜିଜ୍ଞାସାବାଦ କରୁଛନ୍ତି ଗ୍ରାମବାସୀ ସଭାରେ ଏହି ବିଷୟରେ ଆଲୋଚନା କରି ସରକାରଙ୍କ ଦୃଷ୍ଟି ଆକର୍ଷଣ କରିଛନ୍ତି [420, 441, 498, 478]
sakha-body: ଲୋକାଙ୍କ ଜଙ୍ଗଲ ଜଂକରି ନିଜ ଖୋଦଣ ଆରମ୍ଭ ଏହି ସମ୍ପାଦକ ଆଜି ଶନିବାର ପ୍ରକାଶ ଜିଲ୍ଲା ପ୍ରଶାସନ ଏବଂ ସ୍ଥାନୀୟ ଅଧିକାରୀ ଏହି ଘଟଣା ସମ୍ବନ୍ଧରେ ଖବର ପାଇ ଘଟଣାସ୍ଥଳରେ ପହଞ୍ଚି ତଦନ୍ତ ଆରମ୍ଭ କରିଛନ୍ତି ପୋଲିସ ମାମଲା ରୁଜୁ କରି ଅଭିଯୋଗ ଅନୁସାରେ କାର୍ଯ୍ୟାନୁଷ୍ଠାନ ଗ୍ରହଣ କରିବା ସହ ସଂପୃକ୍ତ ବ୍ୟକ୍ତିଙ୍କୁ ଜିଜ୍ଞାସାବାଦ କରୁଛନ୍ତି ଗ୍ରାମବାସୀ ସଭାରେ ଏହି ବିଷୟରେ ଆଲୋଚନା କରି ସରକାରଙ୍କ ଦୃଷ୍ଟି ଆକର୍ଷଣ କରିଛନ୍ତି [3, 331, 58, 381]
banaspati-headline: ବନସ୍ପତି ପରିଚର୍ଚାରରେ ଅନେକ ଦେଶୀ ଜନସ୍ଥାନ ନିର୍ଦ୍ଦେଶ [335, 316, 471, 323]
date-line: ରବିବାର, ୨୯ ଅଗଷ୍ଟ ୨୦୨୧ [453, 61, 496, 66]
